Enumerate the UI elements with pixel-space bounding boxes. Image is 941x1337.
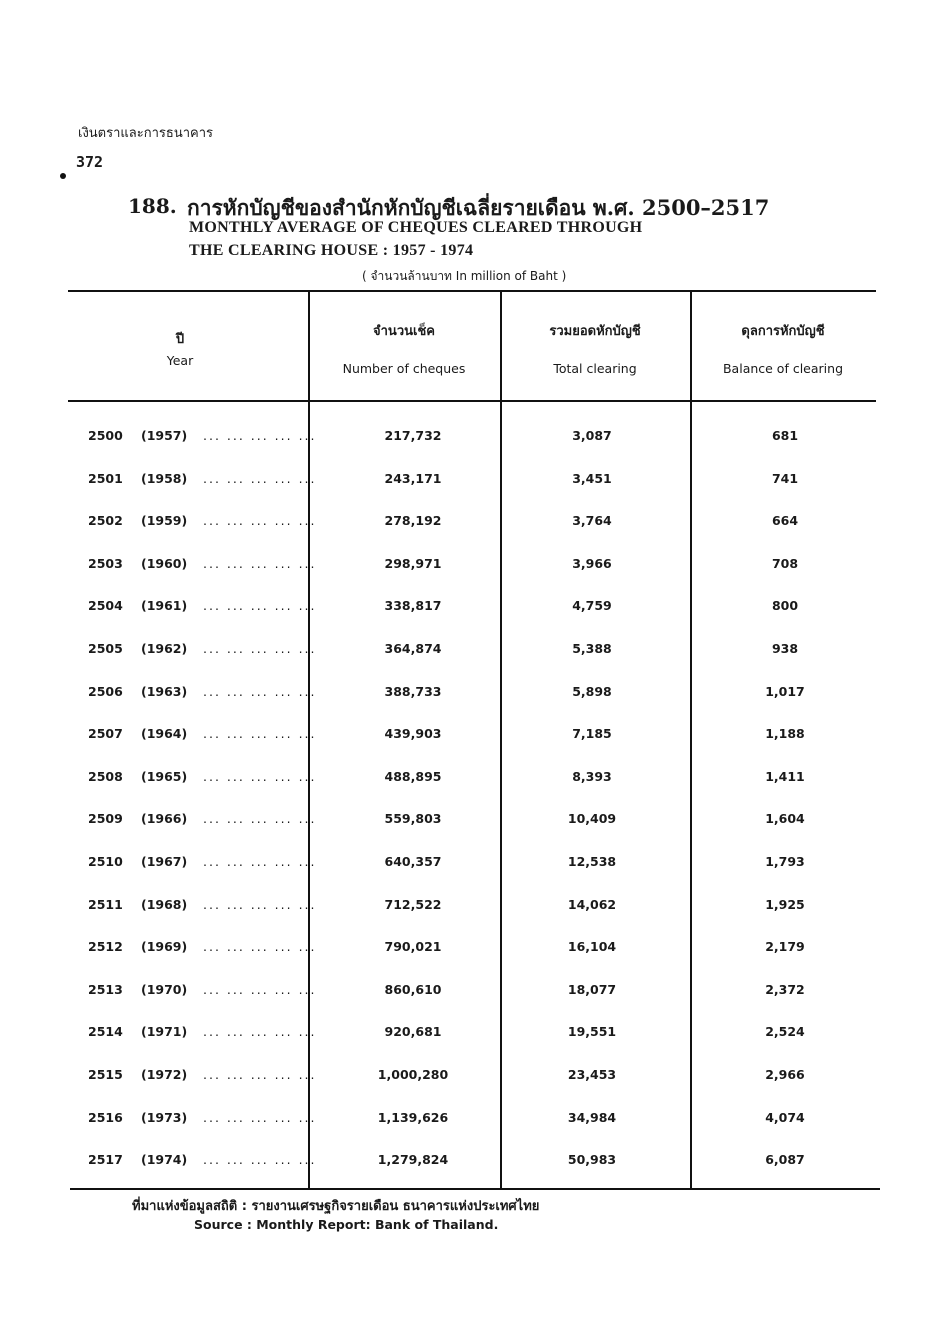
balance-cell: 2,372 — [765, 981, 805, 997]
year-be-cell: 2508 — [88, 768, 123, 784]
balance-cell: 2,966 — [765, 1067, 805, 1082]
balance-cell: 1,925 — [765, 896, 805, 912]
cheques-cell: 217,732 — [384, 428, 442, 443]
year-ad-cell: (1968) — [141, 896, 188, 912]
balance-cell: 800 — [771, 598, 799, 614]
year-ad-cell: (1966) — [141, 811, 188, 827]
column-header-total-thai: รวมยอดหักบัญชี — [549, 324, 641, 339]
table-row — [0, 769, 941, 789]
source-english: Source : Monthly Report: Bank of Thailand. — [194, 1217, 499, 1232]
cheques-cell: 559,803 — [384, 811, 442, 827]
total-clearing-cell: 7,185 — [572, 726, 612, 742]
total-clearing-cell: 14,062 — [567, 896, 617, 912]
leader-dots: ... ... ... ... ... — [203, 513, 317, 529]
balance-cell: 681 — [771, 428, 799, 443]
year-be-cell: 2513 — [88, 981, 123, 997]
leader-dots: ... ... ... ... ... — [203, 1152, 317, 1168]
table-row — [0, 641, 941, 661]
year-ad-cell: (1972) — [141, 1067, 188, 1082]
year-be-cell: 2500 — [88, 428, 123, 443]
leader-dots: ... ... ... ... ... — [203, 598, 317, 614]
total-clearing-cell: 3,764 — [572, 513, 612, 529]
cheques-cell: 1,000,280 — [377, 1067, 449, 1082]
column-header-balance-english: Balance of clearing — [722, 361, 843, 376]
column-header-cheques-thai: จำนวนเช็ค — [373, 324, 435, 339]
balance-cell: 2,524 — [765, 1024, 805, 1040]
table-row — [0, 939, 941, 959]
balance-cell: 664 — [771, 513, 799, 529]
year-ad-cell: (1967) — [141, 854, 188, 869]
year-be-cell: 2507 — [88, 726, 123, 742]
year-ad-cell: (1965) — [141, 768, 188, 784]
table-row — [0, 982, 941, 1002]
column-header-total-english: Total clearing — [553, 361, 637, 376]
year-ad-cell: (1973) — [141, 1109, 188, 1125]
cheques-cell: 1,139,626 — [377, 1109, 449, 1125]
leader-dots: ... ... ... ... ... — [203, 1067, 317, 1082]
leader-dots: ... ... ... ... ... — [203, 854, 317, 869]
title-thai: การหักบัญชีของสำนักหักบัญชีเฉลี่ยรายเดือน พ.ศ. 2500–2517 — [187, 195, 770, 220]
total-clearing-cell: 5,388 — [572, 641, 612, 656]
cheques-cell: 1,279,824 — [377, 1152, 449, 1168]
column-header-year-english: Year — [166, 353, 194, 368]
table-row — [0, 471, 941, 491]
page-number: 372 — [76, 153, 104, 171]
running-header: เงินตราและการธนาคาร — [78, 126, 213, 141]
total-clearing-cell: 23,453 — [567, 1067, 617, 1082]
leader-dots: ... ... ... ... ... — [203, 768, 317, 784]
column-header-balance-thai: ดุลการหักบัญชี — [741, 324, 825, 339]
year-be-cell: 2504 — [88, 598, 123, 614]
leader-dots: ... ... ... ... ... — [203, 555, 317, 571]
leader-dots: ... ... ... ... ... — [203, 428, 317, 443]
table-row — [0, 1110, 941, 1130]
year-be-cell: 2517 — [88, 1152, 123, 1168]
table-top-rule — [68, 290, 876, 292]
year-ad-cell: (1963) — [141, 683, 188, 699]
column-header-year-thai: ปี — [175, 332, 185, 347]
leader-dots: ... ... ... ... ... — [203, 726, 317, 742]
balance-cell: 6,087 — [765, 1152, 805, 1168]
table-row — [0, 1067, 941, 1087]
cheques-cell: 640,357 — [384, 854, 442, 869]
title-english-line2: THE CLEARING HOUSE : 1957 - 1974 — [189, 242, 474, 259]
cheques-cell: 712,522 — [384, 896, 442, 912]
leader-dots: ... ... ... ... ... — [203, 939, 317, 955]
total-clearing-cell: 18,077 — [567, 981, 617, 997]
cheques-cell: 488,895 — [384, 768, 442, 784]
bullet-mark — [60, 173, 66, 179]
year-be-cell: 2505 — [88, 641, 123, 656]
total-clearing-cell: 10,409 — [567, 811, 617, 827]
leader-dots: ... ... ... ... ... — [203, 641, 317, 656]
title-english-line1: MONTHLY AVERAGE OF CHEQUES CLEARED THROUGH — [189, 219, 643, 236]
table-row — [0, 598, 941, 618]
column-header-total — [500, 320, 690, 376]
year-be-cell: 2511 — [88, 896, 123, 912]
total-clearing-cell: 19,551 — [567, 1024, 617, 1040]
source-thai: ที่มาแห่งข้อมูลสถิติ : รายงานเศรษฐกิจรายเดือน ธนาคารแห่งประเทศไทย — [132, 1199, 540, 1214]
year-be-cell: 2503 — [88, 555, 123, 571]
leader-dots: ... ... ... ... ... — [203, 1109, 317, 1125]
year-ad-cell: (1957) — [141, 428, 188, 443]
balance-cell: 1,188 — [765, 726, 805, 742]
year-ad-cell: (1974) — [141, 1152, 188, 1168]
balance-cell: 1,017 — [765, 683, 805, 699]
balance-cell: 1,411 — [765, 768, 805, 784]
cheques-cell: 920,681 — [384, 1024, 442, 1040]
cheques-cell: 388,733 — [384, 683, 442, 699]
table-row — [0, 897, 941, 917]
table-row — [0, 811, 941, 831]
cheques-cell: 860,610 — [384, 981, 442, 997]
cheques-cell: 439,903 — [384, 726, 442, 742]
balance-cell: 2,179 — [765, 939, 805, 955]
leader-dots: ... ... ... ... ... — [203, 896, 317, 912]
table-row — [0, 1024, 941, 1044]
total-clearing-cell: 4,759 — [572, 598, 612, 614]
year-be-cell: 2502 — [88, 513, 123, 529]
table-row — [0, 854, 941, 874]
total-clearing-cell: 34,984 — [567, 1109, 617, 1125]
unit-note: ( จำนวนล้านบาท In million of Baht ) — [362, 269, 567, 283]
balance-cell: 1,604 — [765, 811, 805, 827]
year-be-cell: 2509 — [88, 811, 123, 827]
total-clearing-cell: 16,104 — [567, 939, 617, 955]
table-row — [0, 428, 941, 448]
table-row — [0, 513, 941, 533]
header-bottom-rule — [68, 400, 876, 402]
year-be-cell: 2501 — [88, 470, 123, 486]
leader-dots: ... ... ... ... ... — [203, 811, 317, 827]
cheques-cell: 364,874 — [384, 641, 442, 656]
year-be-cell: 2516 — [88, 1109, 123, 1125]
year-be-cell: 2515 — [88, 1067, 123, 1082]
balance-cell: 4,074 — [765, 1109, 805, 1125]
year-ad-cell: (1961) — [141, 598, 188, 614]
table-row — [0, 726, 941, 746]
column-header-cheques-english: Number of cheques — [342, 361, 466, 376]
year-ad-cell: (1960) — [141, 555, 188, 571]
table-number: 188. — [128, 194, 177, 218]
cheques-cell: 278,192 — [384, 513, 442, 529]
table-row — [0, 1152, 941, 1172]
leader-dots: ... ... ... ... ... — [203, 470, 317, 486]
year-be-cell: 2510 — [88, 854, 123, 869]
leader-dots: ... ... ... ... ... — [203, 683, 317, 699]
total-clearing-cell: 3,087 — [572, 428, 612, 443]
total-clearing-cell: 12,538 — [567, 854, 617, 869]
year-be-cell: 2512 — [88, 939, 123, 955]
table-row — [0, 684, 941, 704]
balance-cell: 1,793 — [765, 854, 805, 869]
table-bottom-rule — [70, 1188, 880, 1190]
table-row — [0, 556, 941, 576]
year-ad-cell: (1970) — [141, 981, 188, 997]
balance-cell: 938 — [771, 641, 799, 656]
year-ad-cell: (1969) — [141, 939, 188, 955]
year-be-cell: 2506 — [88, 683, 123, 699]
total-clearing-cell: 3,451 — [572, 470, 612, 486]
balance-cell: 708 — [771, 555, 799, 571]
total-clearing-cell: 8,393 — [572, 768, 612, 784]
year-ad-cell: (1964) — [141, 726, 188, 742]
column-header-cheques — [308, 320, 500, 376]
cheques-cell: 243,171 — [384, 470, 442, 486]
cheques-cell: 790,021 — [384, 939, 442, 955]
balance-cell: 741 — [771, 470, 799, 486]
column-header-balance — [690, 320, 876, 376]
leader-dots: ... ... ... ... ... — [203, 981, 317, 997]
year-be-cell: 2514 — [88, 1024, 123, 1040]
total-clearing-cell: 5,898 — [572, 683, 612, 699]
year-ad-cell: (1971) — [141, 1024, 188, 1040]
column-header-year — [80, 328, 280, 368]
year-ad-cell: (1962) — [141, 641, 188, 656]
total-clearing-cell: 50,983 — [567, 1152, 617, 1168]
leader-dots: ... ... ... ... ... — [203, 1024, 317, 1040]
year-ad-cell: (1959) — [141, 513, 188, 529]
cheques-cell: 338,817 — [384, 598, 442, 614]
cheques-cell: 298,971 — [384, 555, 442, 571]
total-clearing-cell: 3,966 — [572, 555, 612, 571]
year-ad-cell: (1958) — [141, 470, 188, 486]
